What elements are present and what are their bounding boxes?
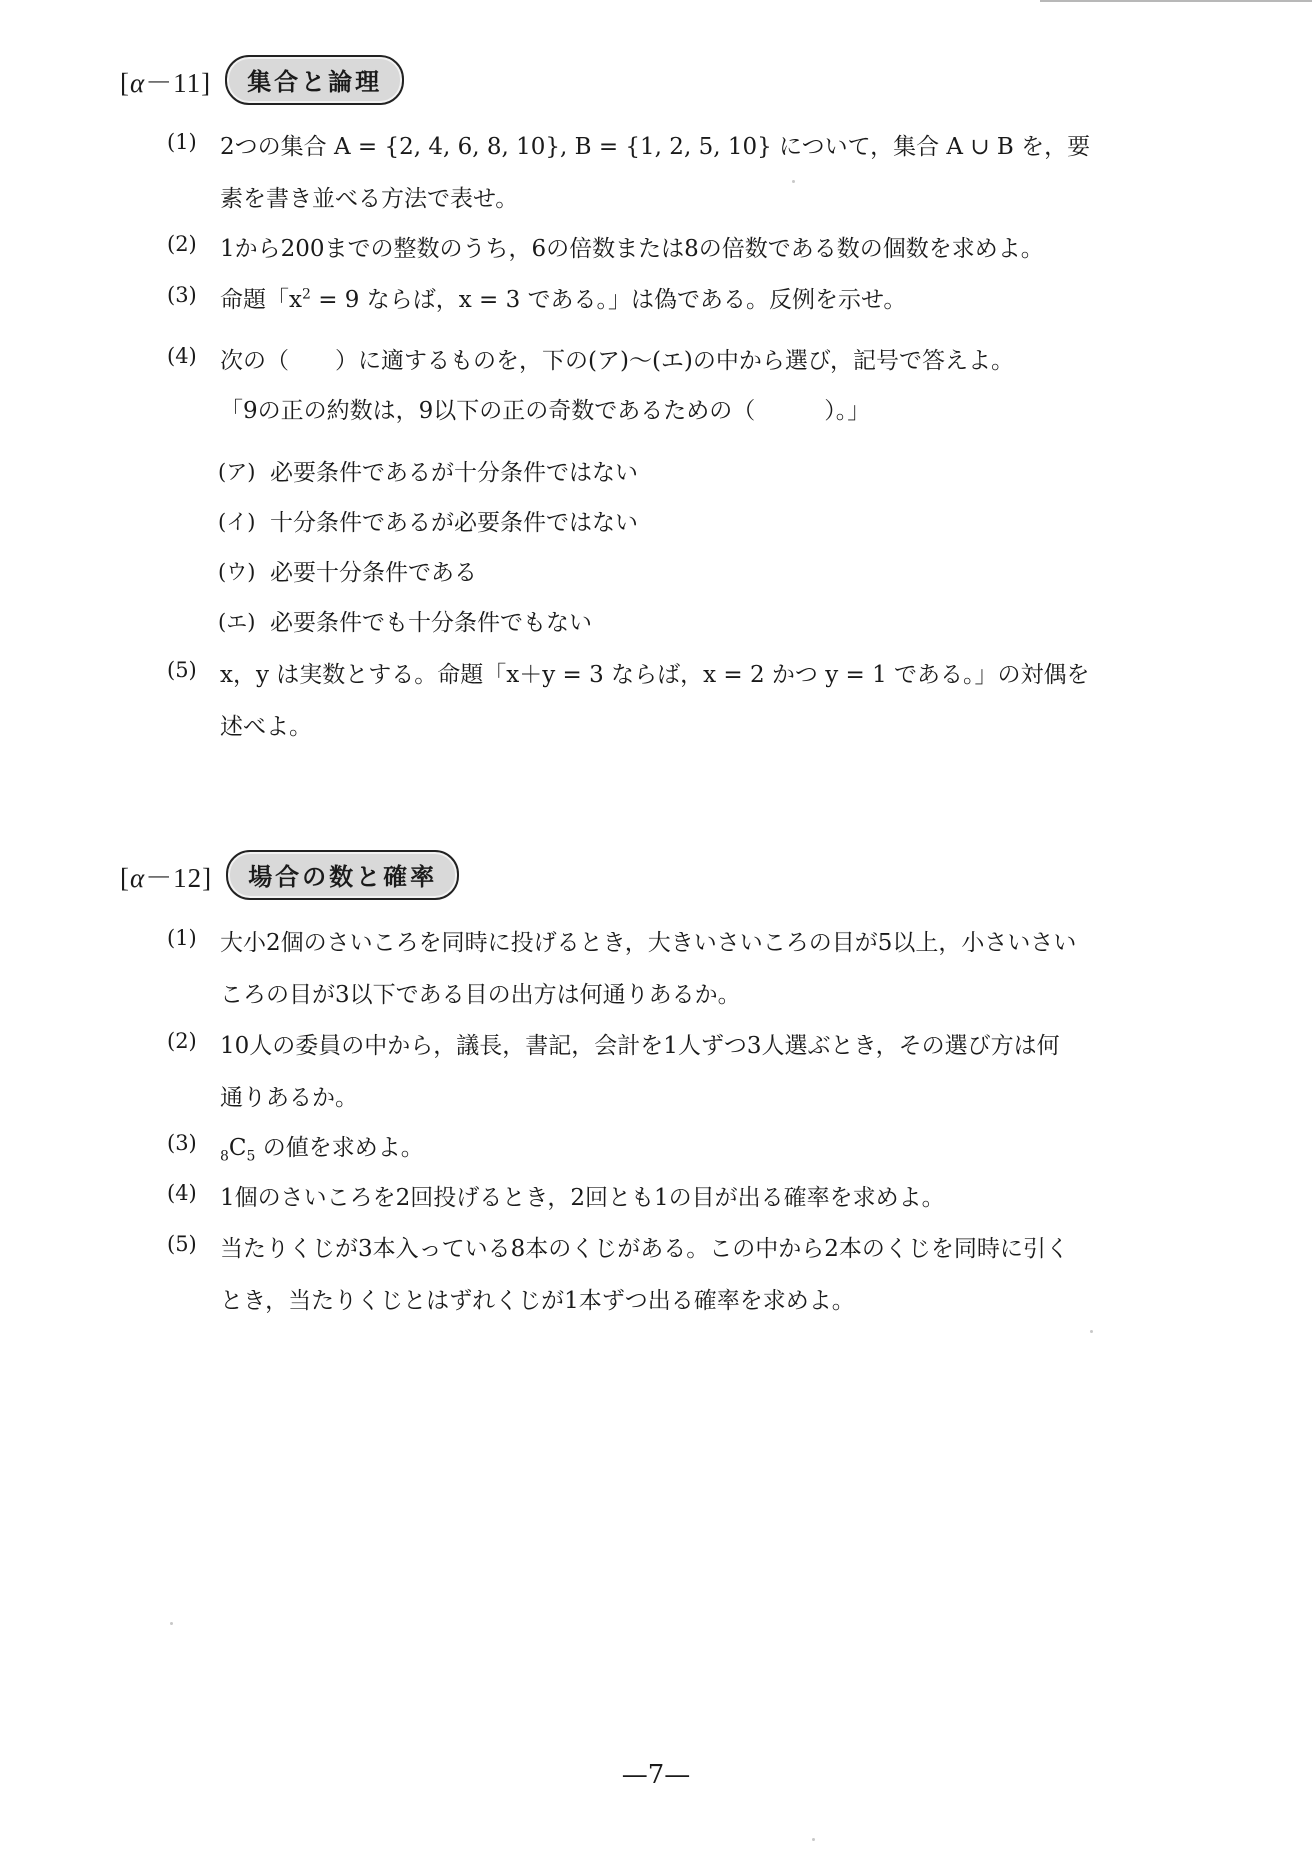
choice-label: (エ) bbox=[218, 610, 256, 634]
question-text: 次の（ ）に適するものを，下の(ア)～(エ)の中から選び，記号で答えよ。 bbox=[220, 348, 1014, 374]
question-text: 当たりくじが3本入っている8本のくじがある。この中から2本のくじを同時に引く bbox=[220, 1236, 1069, 1262]
question-text: 1個のさいころを2回投げるとき，2回とも1の目が出る確率を求めよ。 bbox=[220, 1185, 945, 1211]
code-alpha: α bbox=[130, 862, 146, 893]
question-number: (5) bbox=[167, 1232, 197, 1256]
question-text bbox=[220, 281, 906, 314]
section-title: 場合の数と確率 bbox=[226, 850, 459, 900]
choice-text: 必要十分条件である bbox=[270, 560, 477, 586]
page-number: —7— bbox=[621, 1760, 691, 1790]
proposition-start: 命題「x bbox=[220, 287, 302, 313]
question-number: (2) bbox=[167, 232, 197, 256]
code-suffix: －12] bbox=[145, 862, 213, 893]
section-title: 集合と論理 bbox=[225, 55, 404, 105]
section-header-a11 bbox=[120, 56, 404, 104]
question-number: (5) bbox=[167, 658, 197, 682]
question-number: (2) bbox=[167, 1029, 197, 1053]
choice-label: (イ) bbox=[218, 510, 256, 534]
question-number: (3) bbox=[167, 283, 197, 307]
question-text: 10人の委員の中から，議長，書記，会計を1人ずつ3人選ぶとき，その選び方は何 bbox=[220, 1033, 1060, 1059]
combination-symbol: C bbox=[228, 1135, 247, 1161]
question-number: (4) bbox=[167, 1181, 197, 1205]
exponent: 2 bbox=[301, 286, 311, 303]
question-text: 1から200までの整数のうち，6の倍数または8の倍数である数の個数を求めよ。 bbox=[220, 236, 1044, 262]
code-prefix: [ bbox=[120, 67, 130, 98]
choice-text: 必要条件でも十分条件でもない bbox=[270, 610, 592, 636]
question-text-rest: の値を求めよ。 bbox=[255, 1135, 424, 1161]
scan-speck bbox=[170, 1622, 173, 1625]
scan-speck bbox=[812, 1838, 815, 1841]
scan-speck bbox=[792, 180, 795, 183]
combination-n: 8 bbox=[220, 1148, 229, 1165]
section-code bbox=[120, 856, 212, 895]
choice-label: (ウ) bbox=[218, 560, 256, 584]
question-text-continued: 通りあるか。 bbox=[220, 1085, 358, 1111]
choice-text: 必要条件であるが十分条件ではない bbox=[270, 460, 638, 486]
question-statement: 「9の正の約数は，9以下の正の奇数であるための（ ）。」 bbox=[220, 398, 871, 424]
scan-speck bbox=[1090, 1330, 1093, 1333]
question-number: (4) bbox=[167, 344, 197, 368]
question-number: (3) bbox=[167, 1131, 197, 1155]
question-text: x，y は実数とする。命題「x＋y = 3 ならば，x = 2 かつ y = 1 である。」の対偶を bbox=[220, 662, 1090, 688]
choice-label: (ア) bbox=[218, 460, 256, 484]
scan-edge-line bbox=[1040, 0, 1312, 2]
question-number: (1) bbox=[167, 926, 197, 950]
question-text-continued: ころの目が3以下である目の出方は何通りあるか。 bbox=[220, 982, 741, 1008]
question-text-continued: とき，当たりくじとはずれくじが1本ずつ出る確率を求めよ。 bbox=[220, 1288, 855, 1314]
question-number: (1) bbox=[167, 130, 197, 154]
choice-text: 十分条件であるが必要条件ではない bbox=[270, 510, 638, 536]
code-alpha: α bbox=[130, 67, 146, 98]
question-text-continued: 素を書き並べる方法で表せ。 bbox=[220, 186, 519, 212]
section-code bbox=[120, 61, 211, 100]
section-header-a12 bbox=[120, 851, 459, 899]
combination-r: 5 bbox=[246, 1148, 256, 1165]
question-text bbox=[220, 1129, 424, 1165]
code-prefix: [ bbox=[120, 862, 130, 893]
code-suffix: －11] bbox=[145, 67, 212, 98]
question-text: 2つの集合 A = {2, 4, 6, 8, 10}, B = {1, 2, 5, 10} について，集合 A ∪ B を，要 bbox=[220, 134, 1091, 160]
proposition-end: = 9 ならば，x = 3 である。」は偽である。反例を示せ。 bbox=[310, 287, 907, 313]
question-text: 大小2個のさいころを同時に投げるとき，大きいさいころの目が5以上，小さいさい bbox=[220, 930, 1077, 956]
question-text-continued: 述べよ。 bbox=[220, 714, 312, 740]
